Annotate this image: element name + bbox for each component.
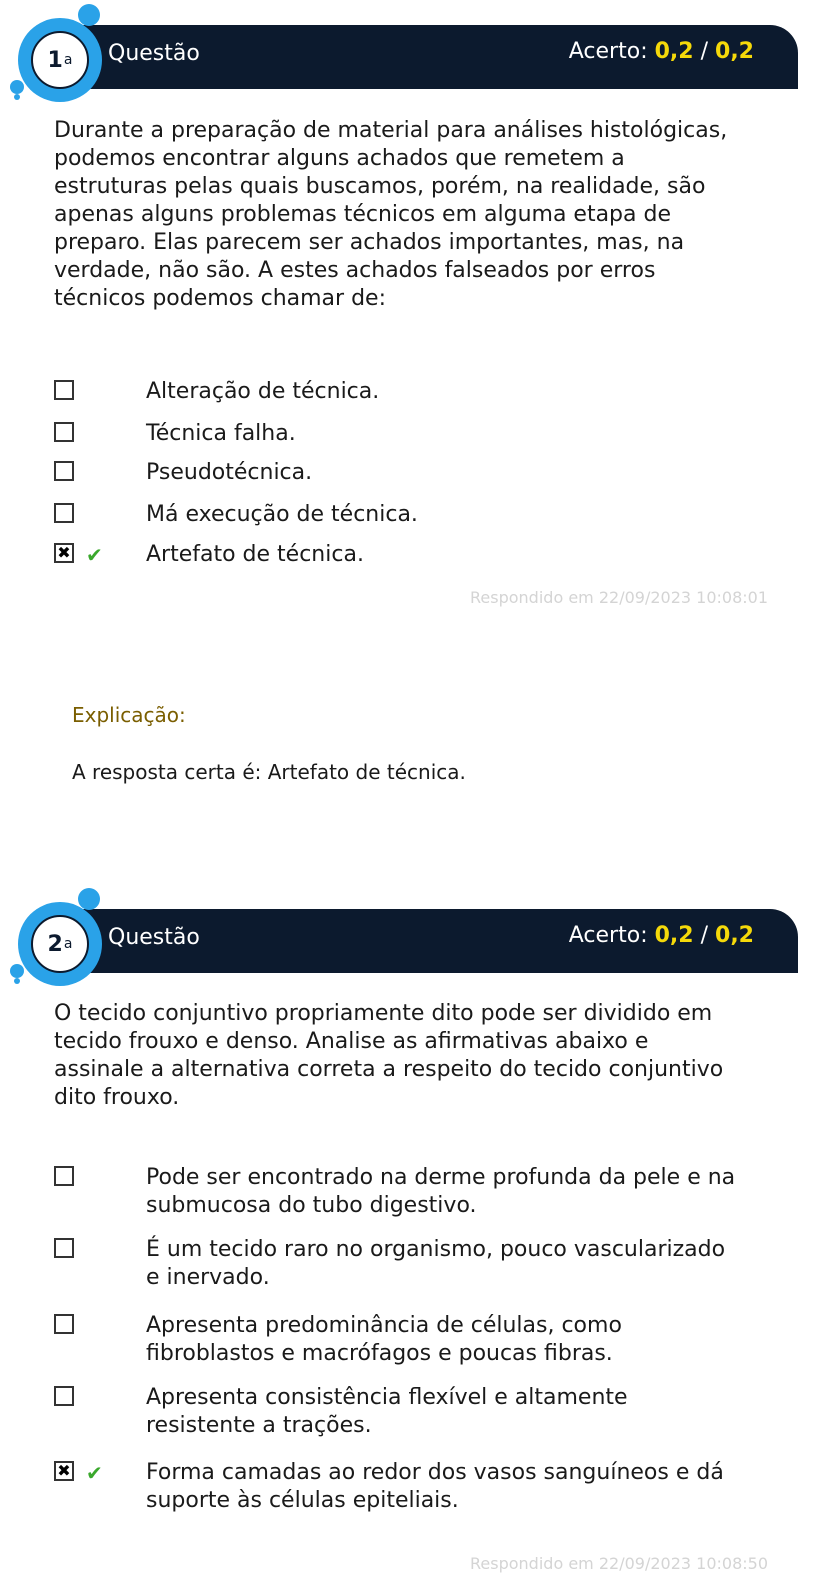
question-text-line: Durante a preparação de material para análises histológicas,: [54, 118, 728, 143]
question-text-line: preparo. Elas parecem ser achados importantes, mas, na: [54, 230, 685, 255]
option-c[interactable]: [54, 459, 774, 489]
option-text: [146, 1459, 766, 1515]
question-number-sup: a: [63, 52, 73, 68]
score-value: 0,2: [654, 923, 694, 948]
question-number: 2: [47, 931, 63, 957]
score-label: Acerto:: [568, 923, 648, 948]
question-text-line: apenas alguns problemas técnicos em alguma etapa de: [54, 202, 671, 227]
option-text: [146, 1384, 766, 1440]
question-text-line: verdade, não são. A estes achados falseados por erros: [54, 258, 656, 283]
option-a[interactable]: [54, 1164, 774, 1224]
correct-check-icon: ✔: [86, 1461, 103, 1485]
option-text-line: resistente a trações.: [146, 1413, 372, 1438]
option-text: [146, 1312, 766, 1368]
option-text: Artefato de técnica.: [146, 542, 364, 567]
question-text-line: O tecido conjuntivo propriamente dito pode ser dividido em: [54, 1001, 713, 1026]
question-text: [54, 117, 774, 313]
option-c[interactable]: [54, 1312, 774, 1372]
option-text-line: submucosa do tubo digestivo.: [146, 1193, 477, 1218]
score-separator: /: [700, 39, 709, 64]
question-text: [54, 1000, 774, 1112]
checked-checkbox-icon[interactable]: ✖: [54, 543, 74, 563]
option-checkbox[interactable]: [54, 461, 74, 481]
option-b[interactable]: [54, 1236, 774, 1296]
option-checkbox[interactable]: [54, 422, 74, 442]
score-separator: /: [700, 923, 709, 948]
explanation-text: A resposta certa é: Artefato de técnica.: [72, 760, 466, 784]
option-checkbox[interactable]: [54, 503, 74, 523]
option-checkbox[interactable]: [54, 1166, 74, 1186]
question-text-line: dito frouxo.: [54, 1085, 180, 1110]
question-2: [0, 884, 822, 1584]
option-text: Pseudotécnica.: [146, 460, 313, 485]
score: [569, 923, 754, 948]
score-total: 0,2: [715, 923, 754, 948]
question-header: [44, 909, 798, 973]
option-b[interactable]: [54, 420, 774, 450]
option-d[interactable]: [54, 501, 774, 531]
option-e[interactable]: [54, 1459, 774, 1519]
option-text: Má execução de técnica.: [146, 502, 418, 527]
score-total: 0,2: [715, 39, 754, 64]
question-text-line: técnicos podemos chamar de:: [54, 286, 386, 311]
question-number: 1: [47, 47, 63, 73]
option-checkbox[interactable]: [54, 1386, 74, 1406]
question-label: Questão: [108, 925, 200, 950]
option-text-line: Forma camadas ao redor dos vasos sanguíneos e dá: [146, 1460, 724, 1485]
option-checkbox[interactable]: [54, 1238, 74, 1258]
option-text-line: Pode ser encontrado na derme profunda da pele e na: [146, 1165, 736, 1190]
checked-checkbox-icon[interactable]: ✖: [54, 1461, 74, 1481]
score-label: Acerto:: [568, 39, 648, 64]
question-text-line: podemos encontrar alguns achados que remetem a: [54, 146, 625, 171]
option-text-line: Apresenta consistência flexível e altamente: [146, 1385, 628, 1410]
question-number-badge: [0, 0, 110, 110]
question-number-sup: a: [63, 936, 73, 952]
option-text: Alteração de técnica.: [146, 379, 380, 404]
option-text-line: fibroblastos e macrófagos e poucas fibras.: [146, 1341, 613, 1366]
score-value: 0,2: [654, 39, 694, 64]
option-text-line: Apresenta predominância de células, como: [146, 1313, 622, 1338]
answered-timestamp: Respondido em 22/09/2023 10:08:50: [470, 1554, 768, 1573]
answered-timestamp: Respondido em 22/09/2023 10:08:01: [470, 588, 768, 607]
option-text-line: e inervado.: [146, 1265, 270, 1290]
option-text-line: É um tecido raro no organismo, pouco vascularizado: [146, 1237, 726, 1262]
option-text: [146, 1236, 766, 1292]
option-d[interactable]: [54, 1384, 774, 1444]
question-number-badge: [0, 884, 110, 994]
option-text: Técnica falha.: [146, 421, 296, 446]
option-text: [146, 1164, 766, 1220]
question-text-line: estruturas pelas quais buscamos, porém, na realidade, são: [54, 174, 706, 199]
option-a[interactable]: [54, 378, 774, 408]
question-header: [44, 25, 798, 89]
option-checkbox[interactable]: [54, 1314, 74, 1334]
question-text-line: tecido frouxo e denso. Analise as afirmativas abaixo e: [54, 1029, 649, 1054]
option-text-line: suporte às células epiteliais.: [146, 1488, 459, 1513]
score: [569, 39, 754, 64]
explanation-title: Explicação:: [72, 703, 186, 727]
question-label: Questão: [108, 41, 200, 66]
option-e[interactable]: [54, 541, 774, 571]
correct-check-icon: ✔: [86, 543, 103, 567]
option-checkbox[interactable]: [54, 380, 74, 400]
question-text-line: assinale a alternativa correta a respeito do tecido conjuntivo: [54, 1057, 724, 1082]
